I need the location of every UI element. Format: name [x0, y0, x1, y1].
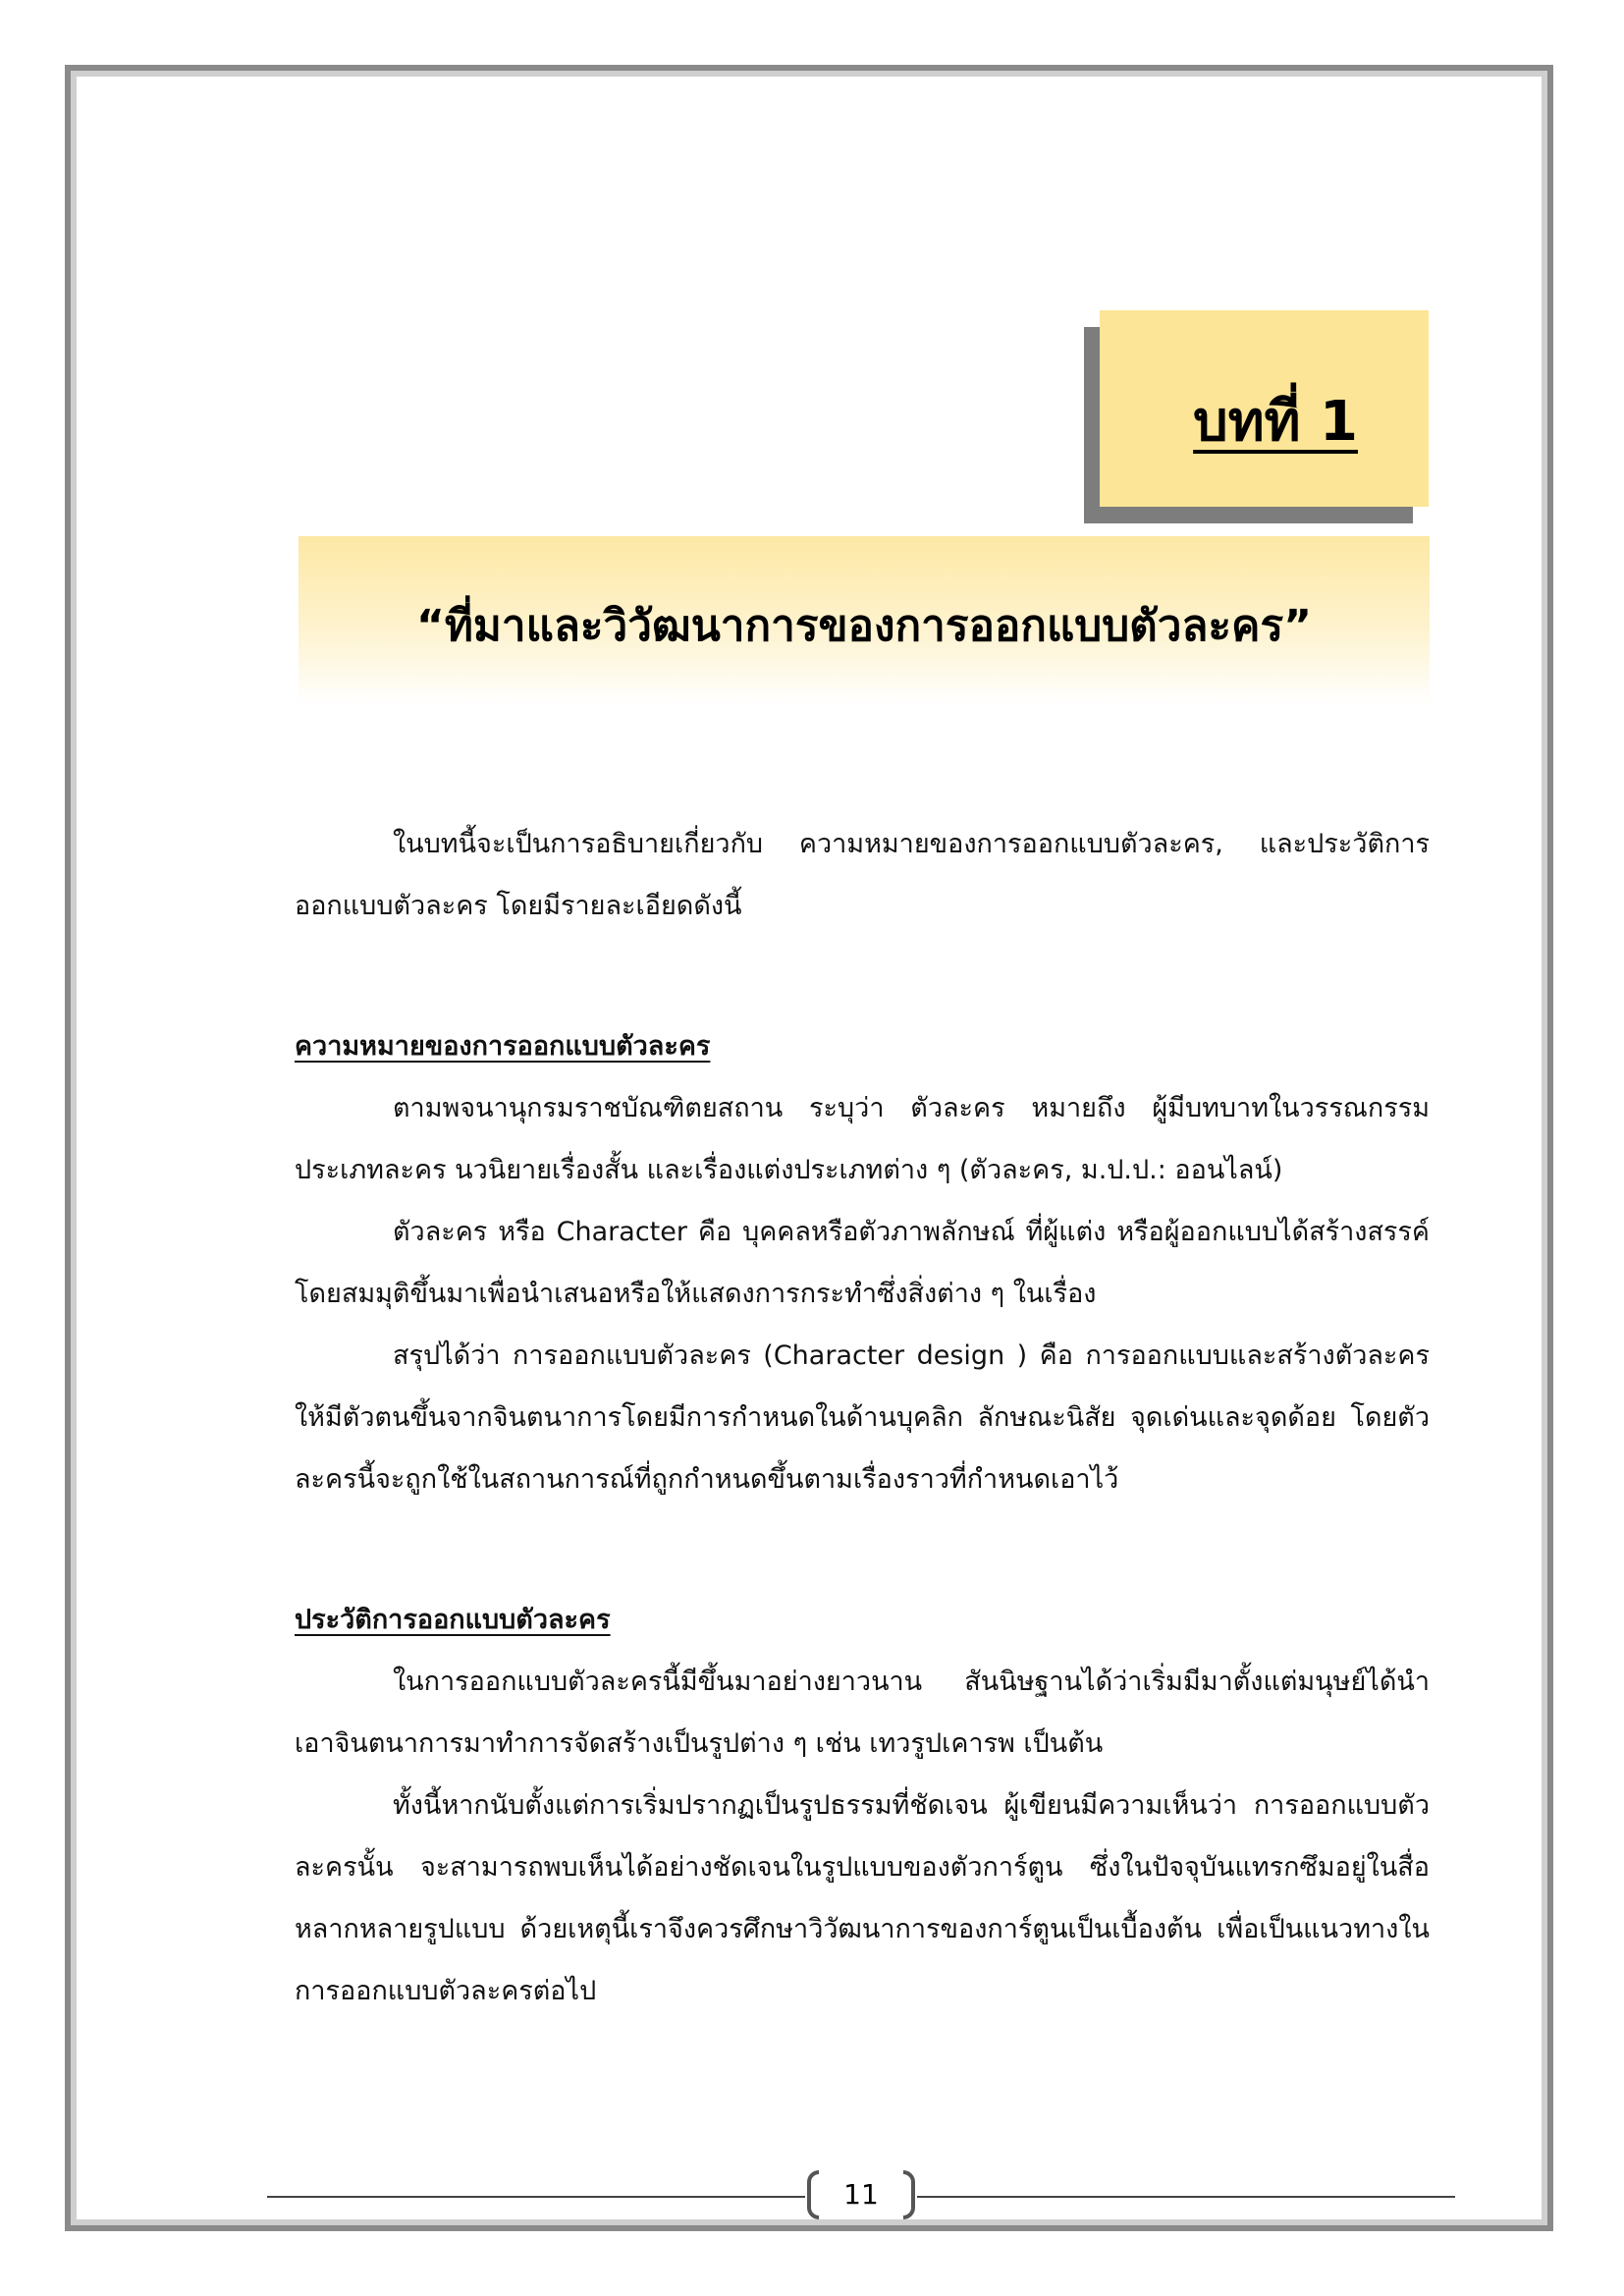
page-number: 11	[843, 2178, 879, 2211]
history-paragraph-1: ในการออกแบบตัวละครนี้มีขึ้นมาอย่างยาวนาน สันนิษฐานได้ว่าเริ่มมีมาตั้งแต่มนุษย์ได้นำเอาจินตนาการมาทำการจัดสร้างเป็นรูปต่าง ๆ เช่น เทวรูปเคารพ เป็นต้น	[295, 1667, 1430, 1759]
footer-rule-right	[917, 2196, 1455, 2198]
chapter-box	[1100, 310, 1429, 507]
footer-rule-left	[267, 2196, 805, 2198]
history-paragraph-2: ทั้งนี้หากนับตั้งแต่การเริ่มปรากฏเป็นรูปธรรมที่ชัดเจน ผู้เขียนมีความเห็นว่า การออกแบบตัวละครนั้น จะสามารถพบเห็นได้อย่างชัดเจนในรูปแบบของตัวการ์ตูน ซึ่งในปัจจุบันแทรกซึมอยู่ในสื่อหลากหลายรูปแบบ ด้วยเหตุนี้เราจึงควรศึกษาวิวัฒนาการของการ์ตูนเป็นเบื้องต้น เพื่อเป็นแนวทางในการออกแบบตัวละครต่อไป	[295, 1790, 1430, 2006]
spacer	[295, 937, 1430, 999]
spacer	[295, 999, 1430, 1015]
spacer	[295, 1510, 1430, 1572]
intro-paragraph: ในบทนี้จะเป็นการอธิบายเกี่ยวกับ ความหมายของการออกแบบตัวละคร, และประวัติการออกแบบตัวละคร โดยมีรายละเอียดดังนี้	[295, 829, 1430, 921]
spacer	[295, 1572, 1430, 1589]
chapter-content	[295, 813, 1430, 2022]
meaning-paragraph-1: ตามพจนานุกรมราชบัณฑิตยสถาน ระบุว่า ตัวละคร หมายถึง ผู้มีบทบาทในวรรณกรรมประเภทละคร นวนิยายเรื่องสั้น และเรื่องแต่งประเภทต่าง ๆ (ตัวละคร, ม.ป.ป.: ออนไลน์)	[295, 1093, 1430, 1185]
meaning-paragraph-2: ตัวละคร หรือ Character คือ บุคคลหรือตัวภาพลักษณ์ ที่ผู้แต่ง หรือผู้ออกแบบได้สร้างสรรค์โดยสมมุติขึ้นมาเพื่อนำเสนอหรือให้แสดงการกระทำซึ่งสิ่งต่าง ๆ ในเรื่อง	[295, 1217, 1430, 1309]
page-number-box	[807, 2170, 915, 2219]
section-heading-history: ประวัติการออกแบบตัวละคร	[295, 1605, 611, 1635]
meaning-paragraph-3: สรุปได้ว่า การออกแบบตัวละคร (Character design ) คือ การออกแบบและสร้างตัวละครให้มีตัวตนขึ้นจากจินตนาการโดยมีการกำหนดในด้านบุคลิก ลักษณะนิสัย จุดเด่นและจุดด้อย โดยตัวละครนี้จะถูกใช้ในสถานการณ์ที่ถูกกำหนดขึ้นตามเรื่องราวที่กำหนดเอาไว้	[295, 1340, 1430, 1495]
section-heading-meaning: ความหมายของการออกแบบตัวละคร	[295, 1031, 711, 1062]
chapter-subtitle: “ที่มาและวิวัฒนาการของการออกแบบตัวละคร”	[415, 601, 1313, 651]
subtitle-band	[298, 536, 1430, 705]
chapter-title: บทที่ 1	[1193, 390, 1358, 454]
